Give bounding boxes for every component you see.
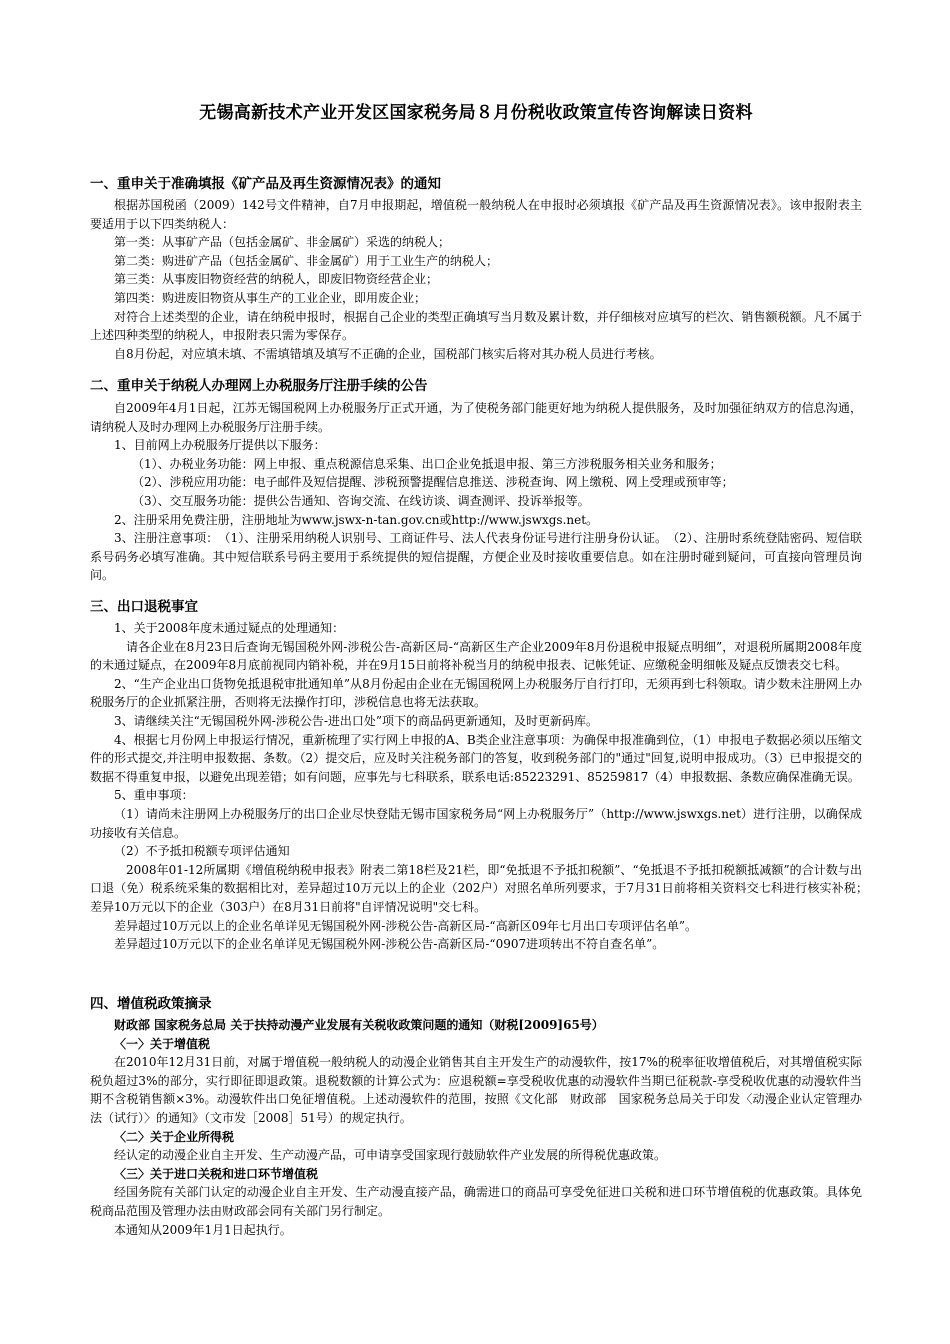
section-4-subheading-2: 〈二〉关于企业所得税 <box>114 1129 235 1144</box>
section-2-item-3: 3、注册注意事项： （1）、注册采用纳税人识别号、工商证件号、法人代表身份证号进行注册身份认证。 （2）、注册时系统登陆密码、短信联系号码务必填写准确。其中短信联系号码主要用于系统提供的短信提醒，方便企业及时接收重要信息。如在注册时碰到疑问，可直接向管理员询问。 <box>90 531 862 583</box>
section-1-category-2: 第二类：购进矿产品（包括金属矿、非金属矿）用于工业生产的纳税人； <box>114 253 499 268</box>
section-4-effective-date: 本通知从2009年1月1日起执行。 <box>114 1222 292 1237</box>
section-4-paragraph-3: 经国务院有关部门认定的动漫企业自主开发、生产动漫直接产品，确需进口的商品可享受免征进口关税和进口环节增值税的优惠政策。具体免税商品范围及管理办法由财政部会同有关部门另行制定。 <box>90 1185 862 1218</box>
section-3-item-5: 5、重申事项： <box>114 788 194 803</box>
section-3-note-1: 差异超过10万元以上的企业名单详见无锡国税外网-涉税公告-高新区局-“高新区09年七月出口专项评估名单”。 <box>114 918 697 933</box>
section-4-body <box>90 1016 862 1239</box>
section-3-item-5b-detail: 2008年01-12所属期《增值税纳税申报表》附表二第18栏及21栏，即“免抵退不予抵扣税额”、“免抵退不予抵扣税额抵减额”的合计数与出口退（免）税系统采集的数据相比对，差异超过10万元以上的企业（202户）对照名单所列要求，于7月31日前将相关资料交七科进行核实补税； 差异10万元以下的企业（303户）在8月31日前将"自评情况说明"交七科。 <box>90 862 875 914</box>
section-3-item-1-detail: 请各企业在8月23日后查询无锡国税外网-涉税公告-高新区局-“高新区生产企业2009年8月份退税申报疑点明细”，对退税所属期2008年度的未通过疑点，在2009年8月底前视同内销补税，并在9月15日前将补税当月的纳税申报表、记帐凭证、应缴税金明细帐及疑点反馈表交七科。 <box>90 639 862 673</box>
section-4-notice-title: 财政部 国家税务总局 关于扶持动漫产业发展有关税收政策问题的通知（财税[2009]65号） <box>114 1018 604 1032</box>
section-1-heading: 一、重申关于准确填报《矿产品及再生资源情况表》的通知 <box>90 176 441 192</box>
section-1-category-4: 第四类：购进废旧物资从事生产的工业企业，即用废企业； <box>114 290 427 305</box>
section-4-subheading-3: 〈三〉关于进口关税和进口环节增值税 <box>114 1166 319 1181</box>
section-3-item-2: 2、“生产企业出口货物免抵退税审批通知单”从8月份起由企业在无锡国税网上办税服务厅自行打印，无须再到七科领取。请少数未注册网上办税服务厅的企业抓紧注册，否则将无法操作打印，涉税信息也将无法获取。 <box>90 676 862 710</box>
section-3-body <box>90 619 875 954</box>
section-1-paragraph: 自8月份起，对应填未填、不需填错填及填写不正确的企业，国税部门核实后将对其办税人员进行考核。 <box>114 346 662 361</box>
section-3-item-4: 4、根据七月份网上申报运行情况，重新梳理了实行网上申报的A、B类企业注意事项：为确保申报准确到位，（1）申报电子数据必须以压缩文件的形式提交,并注明申报数据、条数。（2）提交后，应及时关注税务部门的答复，收到税务部门的"通过"回复,说明申报成功。（3）已申报提交的数据不得重复申报，以避免出现差错；如有问题，应事先与七科联系，联系电话:85223291、85259817（4）申报数据、条数应确保准确无误。 <box>90 732 862 784</box>
section-2-item-1a: （1）、办税业务功能：网上申报、重点税源信息采集、出口企业免抵退申报、第三方涉税服务相关业务和服务； <box>132 456 722 471</box>
section-4-paragraph-2: 经认定的动漫企业自主开发、生产动漫产品，可申请享受国家现行鼓励软件产业发展的所得税优惠政策。 <box>114 1148 667 1163</box>
document-title: 无锡高新技术产业开发区国家税务局８月份税收政策宣传咨询解读日资料 <box>199 103 753 123</box>
section-4-subheading-1: 〈一〉关于增值税 <box>114 1036 211 1051</box>
section-2-item-1: 1、目前网上办税服务厅提供以下服务： <box>114 438 326 453</box>
section-1-paragraph: 根据苏国税函（2009）142号文件精神，自7月申报期起，增值税一般纳税人在申报时必须填报《矿产品及再生资源情况表》。该申报附表主要适用于以下四类纳税人： <box>90 198 862 231</box>
section-1-category-1: 第一类：从事矿产品（包括金属矿、非金属矿）采选的纳税人； <box>114 235 451 250</box>
section-2-item-2: 2、注册采用免费注册，注册地址为www.jswx-n-tan.gov.cn或http://www.jswxgs.net。 <box>114 512 599 527</box>
section-1-paragraph: 对符合上述类型的企业，请在纳税申报时，根据自己企业的类型正确填写当月数及累计数，并仔细核对应填写的栏次、销售额税额。凡不属于上述四种类型的纳税人，申报附表只需为零保存。 <box>90 309 862 343</box>
section-3-note-2: 差异超过10万元以下的企业名单详见无锡国税外网-涉税公告-高新区局-“0907进项转出不符自查名单”。 <box>114 937 665 952</box>
section-3-item-3: 3、请继续关注“无锡国税外网-涉税公告-进出口处”项下的商品码更新通知，及时更新码库。 <box>114 713 599 728</box>
section-3-item-5a: （1）请尚未注册网上办税服务厅的出口企业尽快登陆无锡市国家税务局“网上办税服务厅”（http://www.jswxgs.net）进行注册，以确保成功接收有关信息。 <box>90 806 862 840</box>
section-3-item-1: 1、关于2008年度未通过疑点的处理通知： <box>114 621 345 635</box>
section-2-item-1b: （2）、涉税应用功能：电子邮件及短信提醒、涉税预警提醒信息推送、涉税查询、网上缴税、网上受理或预审等； <box>132 475 734 490</box>
section-2-item-1c: （3）、交互服务功能：提供公告通知、咨询交流、在线访谈、调查测评、投诉举报等。 <box>132 493 590 508</box>
section-2-paragraph: 自2009年4月1日起，江苏无锡国税网上办税服务厅正式开通，为了使税务部门能更好地为纳税人提供服务，及时加强征纳双方的信息沟通，请纳税人及时办理网上办税服务厅注册手续。 <box>90 401 862 434</box>
section-2-heading: 二、重申关于纳税人办理网上办税服务厅注册手续的公告 <box>90 378 428 394</box>
section-3-heading: 三、出口退税事宜 <box>90 599 198 615</box>
section-2-body <box>90 399 862 585</box>
section-1-category-3: 第三类：从事废旧物资经营的纳税人，即废旧物资经营企业； <box>114 272 439 287</box>
section-4-heading: 四、增值税政策摘录 <box>90 996 212 1012</box>
section-3-item-5b: （2）不予抵扣税额专项评估通知 <box>114 844 290 859</box>
section-4-paragraph-1: 在2010年12月31日前，对属于增值税一般纳税人的动漫企业销售其自主开发生产的动漫软件，按17%的税率征收增值税后，对其增值税实际税负超过3%的部分，实行即征即退政策。退税数额的计算公式为：应退税额=享受税收优惠的动漫软件当期已征税款-享受税收优惠的动漫软件当期不含税销售额×3%。动漫软件出口免征增值税。上述动漫软件的范围，按照《文化部 财政部 国家税务总局关于印发〈动漫企业认定管理办法（试行）〉的通知》（文市发［2008］51号）的规定执行。 <box>90 1055 862 1125</box>
section-1-body <box>90 196 862 363</box>
